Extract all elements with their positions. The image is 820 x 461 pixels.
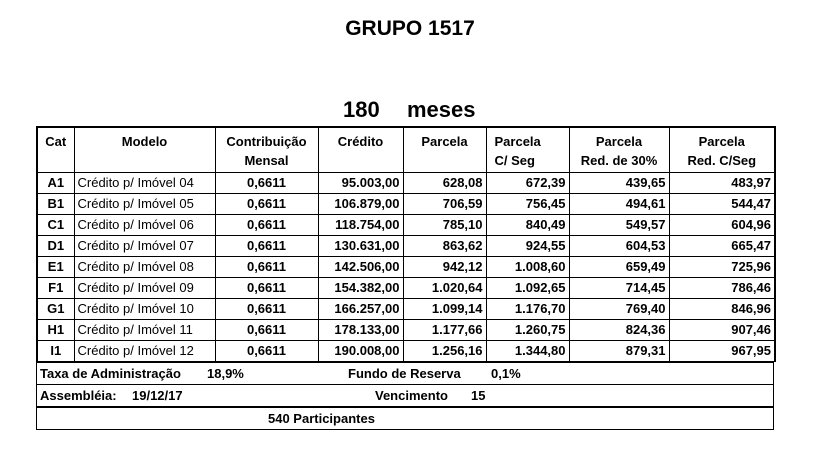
table-row	[37, 320, 775, 341]
vencimento-label: Vencimento	[375, 388, 448, 403]
cell-cat: B1	[37, 194, 74, 215]
cell-parcela-red-seg: 544,47	[669, 194, 775, 215]
table-row	[37, 173, 775, 194]
col-header-cat: Cat	[37, 127, 74, 173]
cell-cat: H1	[37, 320, 74, 341]
cell-parcela-red-seg: 967,95	[669, 341, 775, 362]
cell-contribuicao: 0,6611	[215, 236, 318, 257]
cell-parcela: 706,59	[403, 194, 486, 215]
cell-parcela-red-seg: 786,46	[669, 278, 775, 299]
cell-parcela: 628,08	[403, 173, 486, 194]
cell-parcela: 785,10	[403, 215, 486, 236]
cell-contribuicao: 0,6611	[215, 320, 318, 341]
cell-credito: 95.003,00	[318, 173, 403, 194]
col-header-parcela-seg-line2: C/ Seg	[494, 153, 535, 168]
cell-cat: F1	[37, 278, 74, 299]
cell-parcela-red: 659,49	[569, 257, 669, 278]
cell-cat: G1	[37, 299, 74, 320]
table-body	[37, 173, 775, 362]
table-row	[37, 236, 775, 257]
cell-credito: 106.879,00	[318, 194, 403, 215]
vencimento-value: 15	[471, 388, 486, 403]
cell-parcela-seg: 840,49	[486, 215, 569, 236]
cell-parcela: 1.256,16	[403, 341, 486, 362]
footer-row-fees	[37, 361, 773, 384]
cell-modelo: Crédito p/ Imóvel 09	[74, 278, 215, 299]
cell-parcela-seg: 1.344,80	[486, 341, 569, 362]
cell-parcela-seg: 672,39	[486, 173, 569, 194]
cell-contribuicao: 0,6611	[215, 299, 318, 320]
cell-modelo: Crédito p/ Imóvel 10	[74, 299, 215, 320]
cell-contribuicao: 0,6611	[215, 278, 318, 299]
cell-parcela-seg: 1.260,75	[486, 320, 569, 341]
term-heading	[0, 97, 820, 127]
taxa-value: 18,9%	[207, 366, 244, 381]
cell-parcela-red-seg: 483,97	[669, 173, 775, 194]
cell-parcela-red-seg: 846,96	[669, 299, 775, 320]
col-header-parcela-red-seg	[669, 127, 775, 173]
cell-cat: I1	[37, 341, 74, 362]
cell-cat: A1	[37, 173, 74, 194]
footer-row-participants	[37, 406, 773, 429]
cell-parcela-red-seg: 725,96	[669, 257, 775, 278]
cell-parcela-red: 714,45	[569, 278, 669, 299]
cell-parcela-seg: 1.176,70	[486, 299, 569, 320]
table-row	[37, 299, 775, 320]
cell-credito: 178.133,00	[318, 320, 403, 341]
cell-parcela: 1.177,66	[403, 320, 486, 341]
col-header-contribuicao-line2: Mensal	[244, 153, 289, 168]
col-header-credito: Crédito	[318, 127, 403, 173]
cell-contribuicao: 0,6611	[215, 215, 318, 236]
cell-modelo: Crédito p/ Imóvel 11	[74, 320, 215, 341]
cell-parcela-red: 824,36	[569, 320, 669, 341]
assembleia-value: 19/12/17	[132, 388, 183, 403]
col-header-parcela-red-line2: Red. de 30%	[580, 153, 658, 168]
cell-cat: E1	[37, 257, 74, 278]
table-row	[37, 278, 775, 299]
cell-parcela: 1.020,64	[403, 278, 486, 299]
cell-parcela-red: 439,65	[569, 173, 669, 194]
cell-parcela-red-seg: 665,47	[669, 236, 775, 257]
cell-parcela-red: 494,61	[569, 194, 669, 215]
cell-parcela-seg: 1.092,65	[486, 278, 569, 299]
cell-credito: 190.008,00	[318, 341, 403, 362]
col-header-modelo: Modelo	[74, 127, 215, 173]
col-header-parcela-red-seg-line2: Red. C/Seg	[687, 153, 757, 168]
cell-parcela: 1.099,14	[403, 299, 486, 320]
cell-cat: D1	[37, 236, 74, 257]
cell-parcela-red-seg: 907,46	[669, 320, 775, 341]
cell-parcela-red-seg: 604,96	[669, 215, 775, 236]
col-header-parcela-red-line1: Parcela	[595, 134, 643, 149]
col-header-contribuicao-line1: Contribuição	[226, 134, 307, 149]
term-unit: meses	[407, 97, 476, 122]
cell-parcela-seg: 1.008,60	[486, 257, 569, 278]
cell-contribuicao: 0,6611	[215, 341, 318, 362]
cell-parcela: 863,62	[403, 236, 486, 257]
col-header-parcela-red	[569, 127, 669, 173]
cell-parcela-red: 604,53	[569, 236, 669, 257]
cell-credito: 130.631,00	[318, 236, 403, 257]
assembleia-label: Assembléia:	[40, 388, 117, 403]
cell-parcela: 942,12	[403, 257, 486, 278]
footer-row-dates	[37, 384, 773, 406]
cell-contribuicao: 0,6611	[215, 257, 318, 278]
cell-credito: 118.754,00	[318, 215, 403, 236]
cell-parcela-red: 769,40	[569, 299, 669, 320]
col-header-parcela-seg-line1: Parcela	[494, 134, 541, 149]
col-header-parcela-red-seg-line1: Parcela	[698, 134, 745, 149]
cell-modelo: Crédito p/ Imóvel 07	[74, 236, 215, 257]
col-header-parcela-seg	[486, 127, 569, 173]
table-row	[37, 341, 775, 362]
cell-modelo: Crédito p/ Imóvel 06	[74, 215, 215, 236]
cell-modelo: Crédito p/ Imóvel 05	[74, 194, 215, 215]
cell-credito: 166.257,00	[318, 299, 403, 320]
cell-parcela-seg: 756,45	[486, 194, 569, 215]
cell-modelo: Crédito p/ Imóvel 04	[74, 173, 215, 194]
fundo-label: Fundo de Reserva	[348, 366, 461, 381]
cell-parcela-red: 549,57	[569, 215, 669, 236]
cell-contribuicao: 0,6611	[215, 194, 318, 215]
taxa-label: Taxa de Administração	[40, 366, 181, 381]
table-footer	[36, 361, 774, 430]
cell-parcela-seg: 924,55	[486, 236, 569, 257]
table-row	[37, 215, 775, 236]
cell-modelo: Crédito p/ Imóvel 08	[74, 257, 215, 278]
term-number: 180	[343, 97, 380, 122]
cell-credito: 154.382,00	[318, 278, 403, 299]
page-title: GRUPO 1517	[345, 17, 475, 40]
table-row	[37, 257, 775, 278]
table-header-row	[37, 127, 775, 173]
cell-credito: 142.506,00	[318, 257, 403, 278]
cell-parcela-red: 879,31	[569, 341, 669, 362]
cell-contribuicao: 0,6611	[215, 173, 318, 194]
col-header-parcela: Parcela	[403, 127, 486, 173]
fundo-value: 0,1%	[491, 366, 521, 381]
plans-table	[36, 126, 776, 362]
participantes: 540 Participantes	[268, 411, 375, 426]
table-row	[37, 194, 775, 215]
cell-modelo: Crédito p/ Imóvel 12	[74, 341, 215, 362]
cell-cat: C1	[37, 215, 74, 236]
col-header-contribuicao	[215, 127, 318, 173]
